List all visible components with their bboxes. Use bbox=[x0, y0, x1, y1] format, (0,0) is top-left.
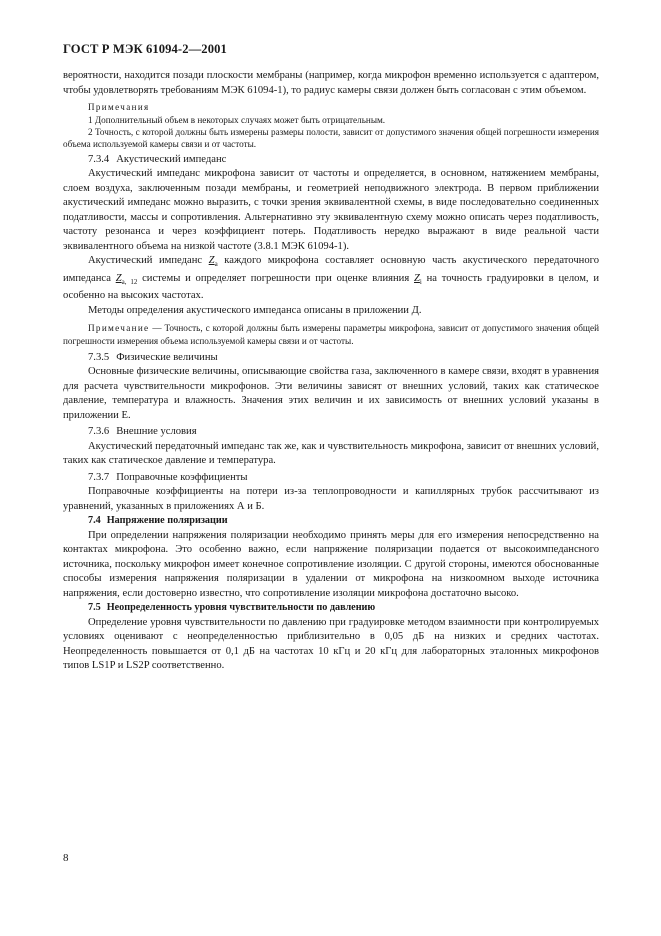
text-run: системы и определяет погрешности при оценке влияния bbox=[142, 272, 410, 284]
section-7-3-4-paragraph-1: Акустический импеданс микрофона зависит от частоты и определяется, в основном, натяжением мембраны, слоем воздуха, заключенным позади мембраны, и геометрией неподвижного электрода. В первом приближении акустический импеданс можно выразить, с точки зрения эквивалентной схемы, в виде последовательно соединенных податливости, массы и сопротивления. Альтернативно эту эквивалентную схему можно описать через податливость, частоту резонанса и через коэффициент потерь. Податливость нередко выражают в виде реальной части эквивалентного объема на низкой частоте (3.8.1 МЭК 61094-1). bbox=[63, 168, 599, 252]
section-title: Поправочные коэффициенты bbox=[116, 471, 248, 483]
text-run: Акустический импеданс bbox=[88, 255, 203, 267]
note-label: Примечание bbox=[88, 323, 150, 334]
document-header: ГОСТ Р МЭК 61094-2—2001 bbox=[63, 42, 227, 56]
section-7-3-4-paragraph-3: Методы определения акустического импеданса описаны в приложении Д. bbox=[88, 304, 422, 316]
section-title: Неопределенность уровня чувствительности по давлению bbox=[106, 602, 376, 614]
section-7-3-5-heading bbox=[63, 351, 599, 366]
text-run: на точность градуировки в целом, и особенно на высоких частотах. bbox=[63, 272, 599, 302]
text-run: каждого микрофона составляет основную часть акустического передаточного импеданса bbox=[63, 255, 599, 284]
section-number: 7.4 bbox=[88, 515, 101, 527]
section-title: Акустический импеданс bbox=[116, 153, 227, 165]
section-7-4-heading bbox=[63, 514, 599, 529]
note-item-1: 1 Дополнительный объем в некоторых случаях может быть отрицательным. bbox=[88, 115, 386, 125]
section-title: Напряжение поляризации bbox=[106, 515, 228, 527]
intro-paragraph: вероятности, находится позади плоскости мембраны (например, когда микрофон временно используется с адаптером, чтобы удовлетворять требованиям МЭК 61094-1), то радиус камеры связи должен быть согласован с этим объемом. bbox=[63, 70, 599, 96]
section-7-3-4-paragraph-2 bbox=[63, 254, 599, 304]
section-7-3-5-paragraph: Основные физические величины, описывающие свойства газа, заключенного в камере связи, входят в уравнения для расчета чувствительности микрофонов. Эти величины зависят от внешних условий, таких как статическое давление, температура и влажность. Значения этих величин и их зависимость от внешних условий указаны в приложении Е. bbox=[63, 366, 599, 421]
symbol-subscript: a bbox=[214, 260, 218, 269]
section-number: 7.3.4 bbox=[88, 153, 110, 165]
section-number: 7.3.7 bbox=[88, 471, 110, 483]
section-title: Внешние условия bbox=[116, 426, 197, 438]
section-number: 7.3.5 bbox=[88, 351, 110, 363]
notes-heading: Примечания bbox=[88, 102, 150, 112]
note-text: — Точность, с которой должны быть измерены параметры микрофона, зависит от допустимого значения общей погрешности измерения объема используемой камеры связи и от частоты. bbox=[63, 323, 599, 346]
section-7-3-6-paragraph: Акустический передаточный импеданс так же, как и чувствительность микрофона, зависит от внешних условий, таких как статическое давление и температура. bbox=[63, 440, 599, 467]
symbol-letter: Z bbox=[414, 272, 420, 284]
page-number: 8 bbox=[63, 852, 69, 864]
section-7-5-paragraph: Определение уровня чувствительности по давлению при градуировке методом взаимности при контролируемых условиях оценивают с неопределенностью приблизительно в 0,05 дБ на низких и средних частотах. Неопределенность повышается от 0,1 дБ на частотах 10 кГц и 20 кГц для лабораторных эталонных микрофонов типов LS1P и LS2P соответственно. bbox=[63, 616, 599, 672]
section-7-5-heading bbox=[63, 601, 599, 616]
symbol-letter: Z bbox=[115, 272, 122, 284]
section-title: Физические величины bbox=[116, 351, 218, 363]
section-7-3-4-heading bbox=[63, 153, 599, 168]
symbol-subscript: a, 12 bbox=[121, 277, 138, 286]
document-body bbox=[63, 69, 599, 674]
section-7-3-7-paragraph: Поправочные коэффициенты на потери из-за теплопроводности и капиллярных трубок рассчитывают из уравнений, указанных в приложениях А и Б. bbox=[63, 486, 599, 512]
section-7-3-7-heading bbox=[63, 471, 599, 486]
symbol-subscript: i bbox=[419, 277, 422, 286]
symbol-letter: Z bbox=[208, 255, 215, 267]
section-number: 7.5 bbox=[88, 602, 101, 614]
section-7-3-6-heading bbox=[63, 425, 599, 440]
section-7-4-paragraph: При определении напряжения поляризации необходимо принять меры для его измерения непосредственно на контактах микрофона. Это особенно важно, если напряжение поляризации подается от высокоимпедансного источника, поскольку микрофон имеет конечное сопротивление изоляции. С другой стороны, имеются обоснованные способы измерения напряжения поляризации в удалении от микрофона на низкоомном выходе источника напряжения, если достоверно известно, что сопротивление изоляции микрофона достаточно высоко. bbox=[63, 529, 599, 599]
section-7-3-4-note bbox=[63, 322, 599, 346]
note-item-2: 2 Точность, с которой должны быть измерены размеры полости, зависит от допустимого значения общей погрешности измерения объема используемой камеры связи и от частоты. bbox=[63, 127, 599, 150]
section-number: 7.3.6 bbox=[88, 426, 110, 438]
